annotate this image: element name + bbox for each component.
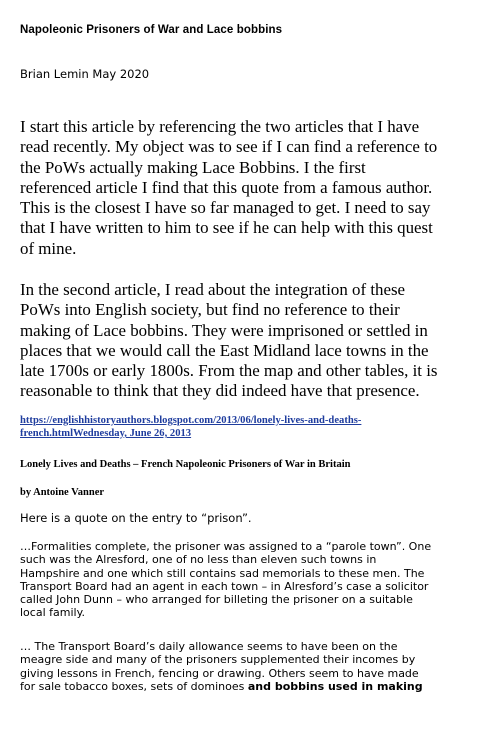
link-line[interactable]: french.htmlWednesday, June 26, 2013 — [20, 428, 192, 439]
paragraph-line: PoWs into English society, but find no reference to their — [20, 300, 400, 320]
quote-line: local family. — [20, 606, 86, 620]
second-paragraph — [20, 280, 480, 402]
article-title: Lonely Lives and Deaths – French Napoleonic Prisoners of War in Britain — [20, 459, 351, 470]
paragraph-line: I start this article by referencing the two articles that I have — [20, 117, 420, 136]
paragraph-line: This is the closest I have so far managed to get. I need to say — [20, 198, 431, 218]
quote-line: such was the Alresford, one of no less than eleven such towns in — [20, 553, 377, 567]
paragraph-line: that I have written to him to see if he can help with this quest — [20, 218, 433, 238]
quote-intro: Here is a quote on the entry to “prison”. — [20, 511, 252, 525]
paragraph-line: late 1700s or early 1800s. From the map and other tables, it is — [20, 361, 438, 381]
quote-line: giving lessons in French, fencing or drawing. Others seem to have made — [20, 666, 419, 680]
quote-line-bold: and bobbins used in making — [247, 679, 423, 693]
quote-line: Transport Board had an agent in each town – in Alresford’s case a solicitor — [20, 579, 429, 593]
quote-line-last — [20, 680, 480, 693]
quote-line: Hampshire and one which still contains sad memorials to these men. The — [20, 566, 425, 580]
quote-line: … The Transport Board’s daily allowance seems to have been on the — [20, 640, 398, 653]
author-date: Brian Lemin May 2020 — [20, 67, 150, 81]
quote-paragraph-1 — [20, 540, 480, 620]
paragraph-line: read recently. My object was to see if I can find a reference to — [20, 137, 438, 157]
document-title: Napoleonic Prisoners of War and Lace bobbins — [20, 24, 283, 36]
paragraph-line: the PoWs actually making Lace Bobbins. I the first — [20, 157, 366, 177]
intro-paragraph — [20, 117, 480, 259]
quote-paragraph-2 — [20, 640, 480, 693]
paragraph-line: reasonable to think that they did indeed have that presence. — [20, 381, 420, 401]
quote-line: …Formalities complete, the prisoner was assigned to a “parole town”. One — [20, 540, 432, 553]
quote-line-plain: for sale tobacco boxes, sets of dominoes — [20, 679, 248, 693]
paragraph-line: referenced article I find that this quote from a famous author. — [20, 177, 433, 197]
quote-line: called John Dunn – who arranged for billeting the prisoner on a suitable — [20, 593, 413, 607]
link-line[interactable]: https://englishhistoryauthors.blogspot.com/2013/06/lonely-lives-and-deaths- — [20, 415, 362, 426]
paragraph-line: places that we would call the East Midland lace towns in the — [20, 340, 429, 360]
quote-line: meagre side and many of the prisoners supplemented their incomes by — [20, 653, 416, 667]
source-article-link[interactable] — [20, 414, 361, 440]
paragraph-line: of mine. — [20, 238, 77, 258]
byline: by Antoine Vanner — [20, 487, 105, 498]
paragraph-line: In the second article, I read about the integration of these — [20, 280, 406, 299]
paragraph-line: making of Lace bobbins. They were imprisoned or settled in — [20, 320, 428, 340]
